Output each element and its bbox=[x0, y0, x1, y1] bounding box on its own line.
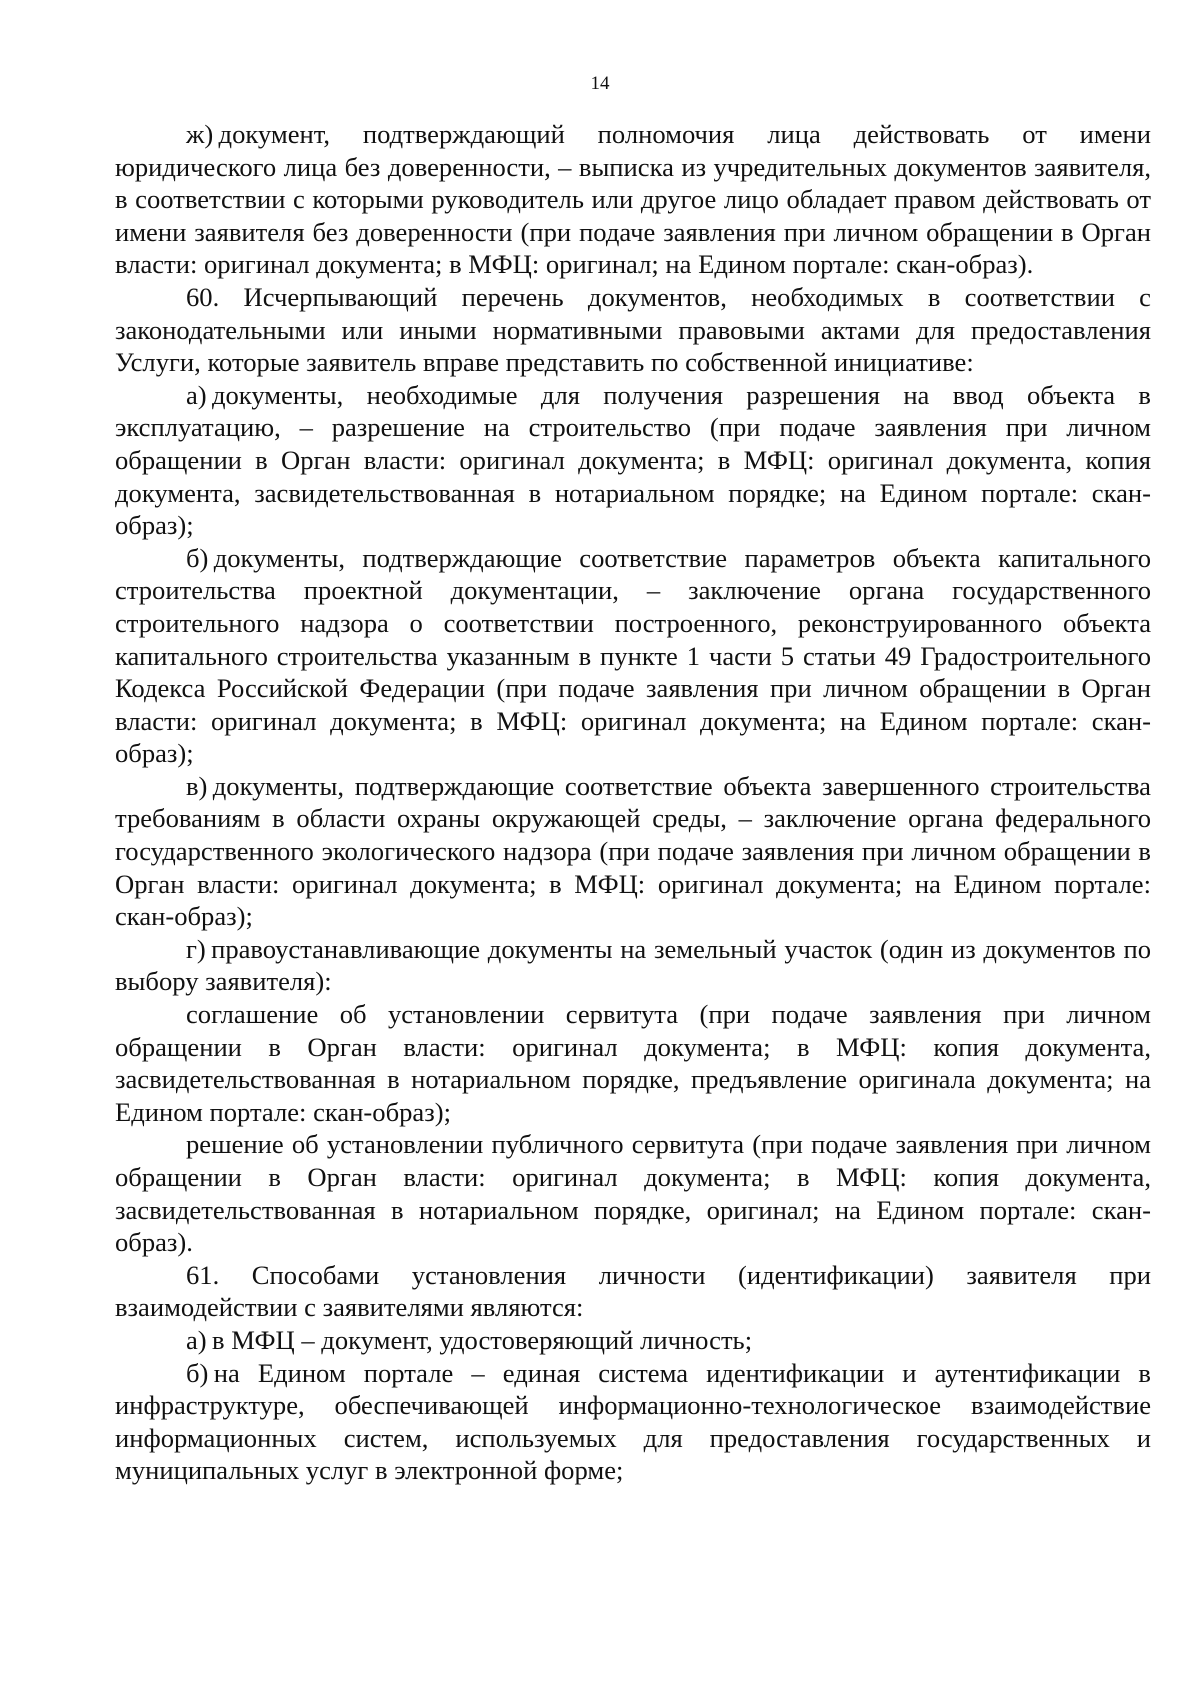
paragraph-v-environmental-supervision: в) документы, подтверждающие соответствие объекта завершенного строительства требованиям в области охраны окружающей среды, – заключение органа федерального государственного экологического надзора (при подаче заявления при личном обращении в Орган власти: оригинал документа; в МФЦ: оригинал документа; на Едином портале: скан-образ); bbox=[115, 770, 1151, 932]
paragraph-61-identification-methods: 61. Способами установления личности (идентификации) заявителя при взаимодействии с заявителями являются: bbox=[115, 1259, 1151, 1323]
document-body bbox=[115, 118, 1151, 1487]
paragraph-b-construction-supervision: б) документы, подтверждающие соответствие параметров объекта капитального строительства проектной документации, – заключение органа государственного строительного надзора о соответствии построенного, реконструированного объекта капитального строительства указанным в пункте 1 части 5 статьи 49 Градостроительного Кодекса Российской Федерации (при подаче заявления при личном обращении в Орган власти: оригинал документа; в МФЦ: оригинал документа; на Едином портале: скан-образ); bbox=[115, 542, 1151, 769]
paragraph-a-construction-permit: а) документы, необходимые для получения разрешения на ввод объекта в эксплуатацию, – разрешение на строительство (при подаче заявления при личном обращении в Орган власти: оригинал документа; в МФЦ: оригинал документа, копия документа, засвидетельствованная в нотариальном порядке; на Едином портале: скан-образ); bbox=[115, 379, 1151, 541]
page-number: 14 bbox=[590, 73, 610, 94]
paragraph-g-land-title-documents: г) правоустанавливающие документы на земельный участок (один из документов по выбору заявителя): bbox=[115, 933, 1151, 997]
paragraph-a-mfc-identity-document: а) в МФЦ – документ, удостоверяющий личность; bbox=[186, 1324, 753, 1355]
paragraph-zh-authority-document: ж) документ, подтверждающий полномочия лица действовать от имени юридического лица без доверенности, – выписка из учредительных документов заявителя, в соответствии с которыми руководитель или другое лицо обладает правом действовать от имени заявителя без доверенности (при подаче заявления при личном обращении в Орган власти: оригинал документа; в МФЦ: оригинал; на Едином портале: скан-образ). bbox=[115, 119, 1151, 280]
paragraph-public-servitude-decision: решение об установлении публичного сервитута (при подаче заявления при личном обращении в Орган власти: оригинал документа; в МФЦ: копия документа, засвидетельствованная в нотариальном порядке, оригинал; на Едином портале: скан-образ). bbox=[115, 1129, 1151, 1258]
paragraph-servitude-agreement: соглашение об установлении сервитута (при подаче заявления при личном обращении в Орган власти: оригинал документа; в МФЦ: копия документа, засвидетельствованная в нотариальном порядке, предъявление оригинала документа; на Едином портале: скан-образ); bbox=[115, 999, 1151, 1127]
paragraph-60-documents-list: 60. Исчерпывающий перечень документов, необходимых в соответствии с законодательными или иными нормативными правовыми актами для предоставления Услуги, которые заявитель вправе представить по собственной инициативе: bbox=[115, 281, 1151, 378]
paragraph-b-unified-portal-esia: б) на Едином портале – единая система идентификации и аутентификации в инфраструктуре, обеспечивающей информационно-технологическое взаимодействие информационных систем, используемых для предоставления государственных и муниципальных услуг в электронной форме; bbox=[115, 1357, 1151, 1486]
